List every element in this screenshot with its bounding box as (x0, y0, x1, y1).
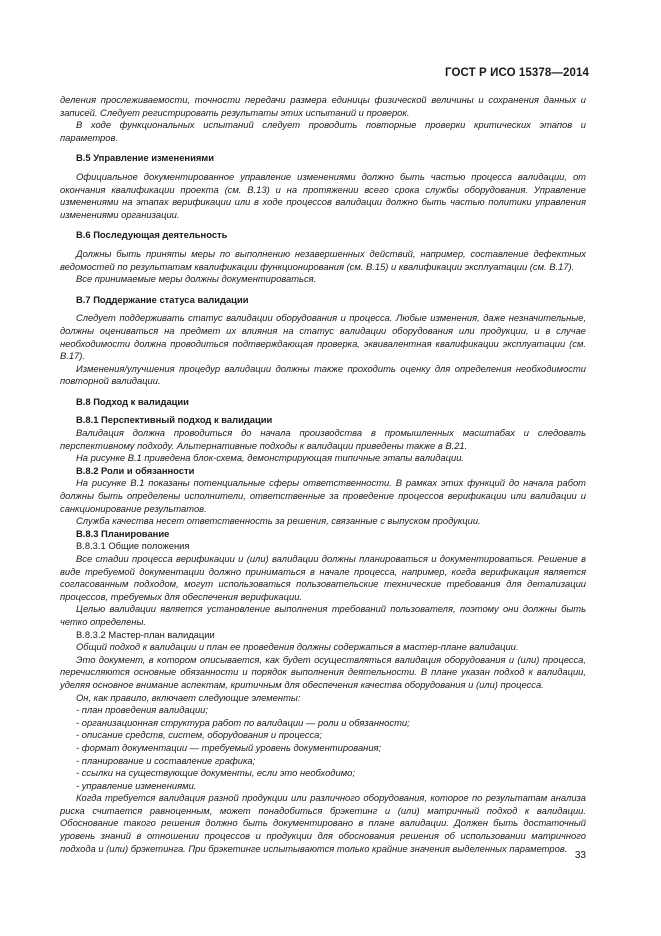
paragraph: Изменения/улучшения процедур валидации должны также проходить оценку для определения необходимости повторной валидации. (60, 362, 586, 387)
paragraph: деления прослеживаемости, точности передачи размера единицы физической величины и сохранения данных и записей. Следует регистрировать результаты этих испытаний и проверок. (60, 94, 586, 118)
list-item: - организационная структура работ по валидации — роли и обязанности; (76, 716, 410, 728)
paragraph: Общий подход к валидации и план ее проведения должны содержаться в мастер-плане валидации. (76, 641, 519, 653)
paragraph: На рисунке В.1 приведена блок-схема, демонстрирующая типичные этапы валидации. (76, 452, 465, 464)
paragraph: Должны быть приняты меры по выполнению незавершенных действий, например, составление дефектных ведомостей по результатам квалификации функционирования (см. В.15) и квалификации эксплуатации (см. В.17). (60, 247, 586, 272)
list-item: - планирование и составление графика; (76, 754, 256, 766)
list-item: - описание средств, систем, оборудования и процесса; (76, 729, 322, 741)
paragraph: Когда требуется валидация разной продукции или различного оборудования, которое по результатам анализа риска считается равноценным, может понадобиться брэкетинг и (или) матричный подход к валидации. Обоснование такого решения должно быть документировано в плане валидации. Должен быть достаточный уровень знаний в отношении процессов и продукции для обоснования решения об использовании матричного подхода и (или) брэкетинга. При брэкетинге испытываются только крайние значения выделенных параметров. (60, 792, 586, 854)
paragraph: Все стадии процесса верификации и (или) валидации должны планироваться и документироваться. Решение в виде требуемой документации должно приниматься в начале процесса, например, когда верификация является согласованным подходом, могут использоваться пользовательские технические требования для детализации процессов, требуемых для обеспечения верификации. (60, 553, 586, 602)
document-header: ГОСТ Р ИСО 15378—2014 (444, 67, 589, 79)
section-heading: В.6 Последующая деятельность (76, 229, 228, 241)
paragraph: Официальное документированное управление изменениями должно быть частью процесса валидации, от окончания квалификации проекта (см. В.13) и на протяжении всего срока службы оборудования. Управление изменениями на этапах верификации или в ходе процессов валидации должно быть частью политики управления изменениями организации. (60, 170, 586, 220)
clause-heading: В.8.3.2 Мастер-план валидации (76, 628, 215, 640)
section-heading: В.7 Поддержание статуса валидации (76, 293, 249, 305)
section-heading: В.8 Подход к валидации (76, 395, 189, 407)
subsection-heading: В.8.2 Роли и обязанности (76, 464, 195, 476)
paragraph: Это документ, в котором описывается, как будет осуществляться валидация оборудования и (или) процесса, перечисляются основные обязанности и порядок выполнения деятельности. В плане указан подход к валидации, уделяя основное внимание аспектам, критичным для обеспечения качества оборудования и (или) процесса. (60, 653, 586, 690)
paragraph: Служба качества несет ответственность за решения, связанные с выпуском продукции. (76, 515, 481, 527)
page-body (60, 94, 586, 855)
paragraph: Целью валидации является установление выполнения требований пользователя, поэтому они должны быть четко определены. (60, 603, 586, 627)
list-item: - управление изменениями. (76, 779, 197, 791)
list-item: - формат документации — требуемый уровень документирования; (76, 741, 382, 753)
subsection-heading: В.8.1 Перспективный подход к валидации (76, 414, 273, 426)
paragraph: На рисунке В.1 показаны потенциальные сферы ответственности. В рамках этих функций до начала работ должны быть определены исполнители, ответственные за проведение процессов верификации или валидации и санкционирование результатов. (60, 477, 586, 514)
section-heading: В.5 Управление изменениями (76, 152, 215, 164)
list-item: - ссылки на существующие документы, если это необходимо; (76, 767, 355, 779)
paragraph: Валидация должна проводиться до начала производства в промышленных масштабах и следовать перспективному подходу. Альтернативные подходы к валидации приведены также в В.21. (60, 427, 586, 451)
page-number: 33 (574, 850, 586, 861)
paragraph: Все принимаемые меры должны документироваться. (76, 273, 317, 285)
subsection-heading: В.8.3 Планирование (76, 527, 170, 539)
paragraph: Следует поддерживать статус валидации оборудования и процесса. Любые изменения, даже незначительные, должны оцениваться на предмет их влияния на статус валидации оборудования или продукции, и в случае необходимости должна проводиться подтверждающая проверка, эквивалентная квалификации эксплуатации (см. В.17). (60, 312, 586, 362)
paragraph: В ходе функциональных испытаний следует проводить повторные проверки критических этапов и параметров. (60, 119, 586, 143)
list-item: - план проведения валидации; (76, 704, 208, 716)
paragraph: Он, как правило, включает следующие элементы: (76, 691, 301, 703)
clause-heading: В.8.3.1 Общие положения (76, 540, 190, 552)
